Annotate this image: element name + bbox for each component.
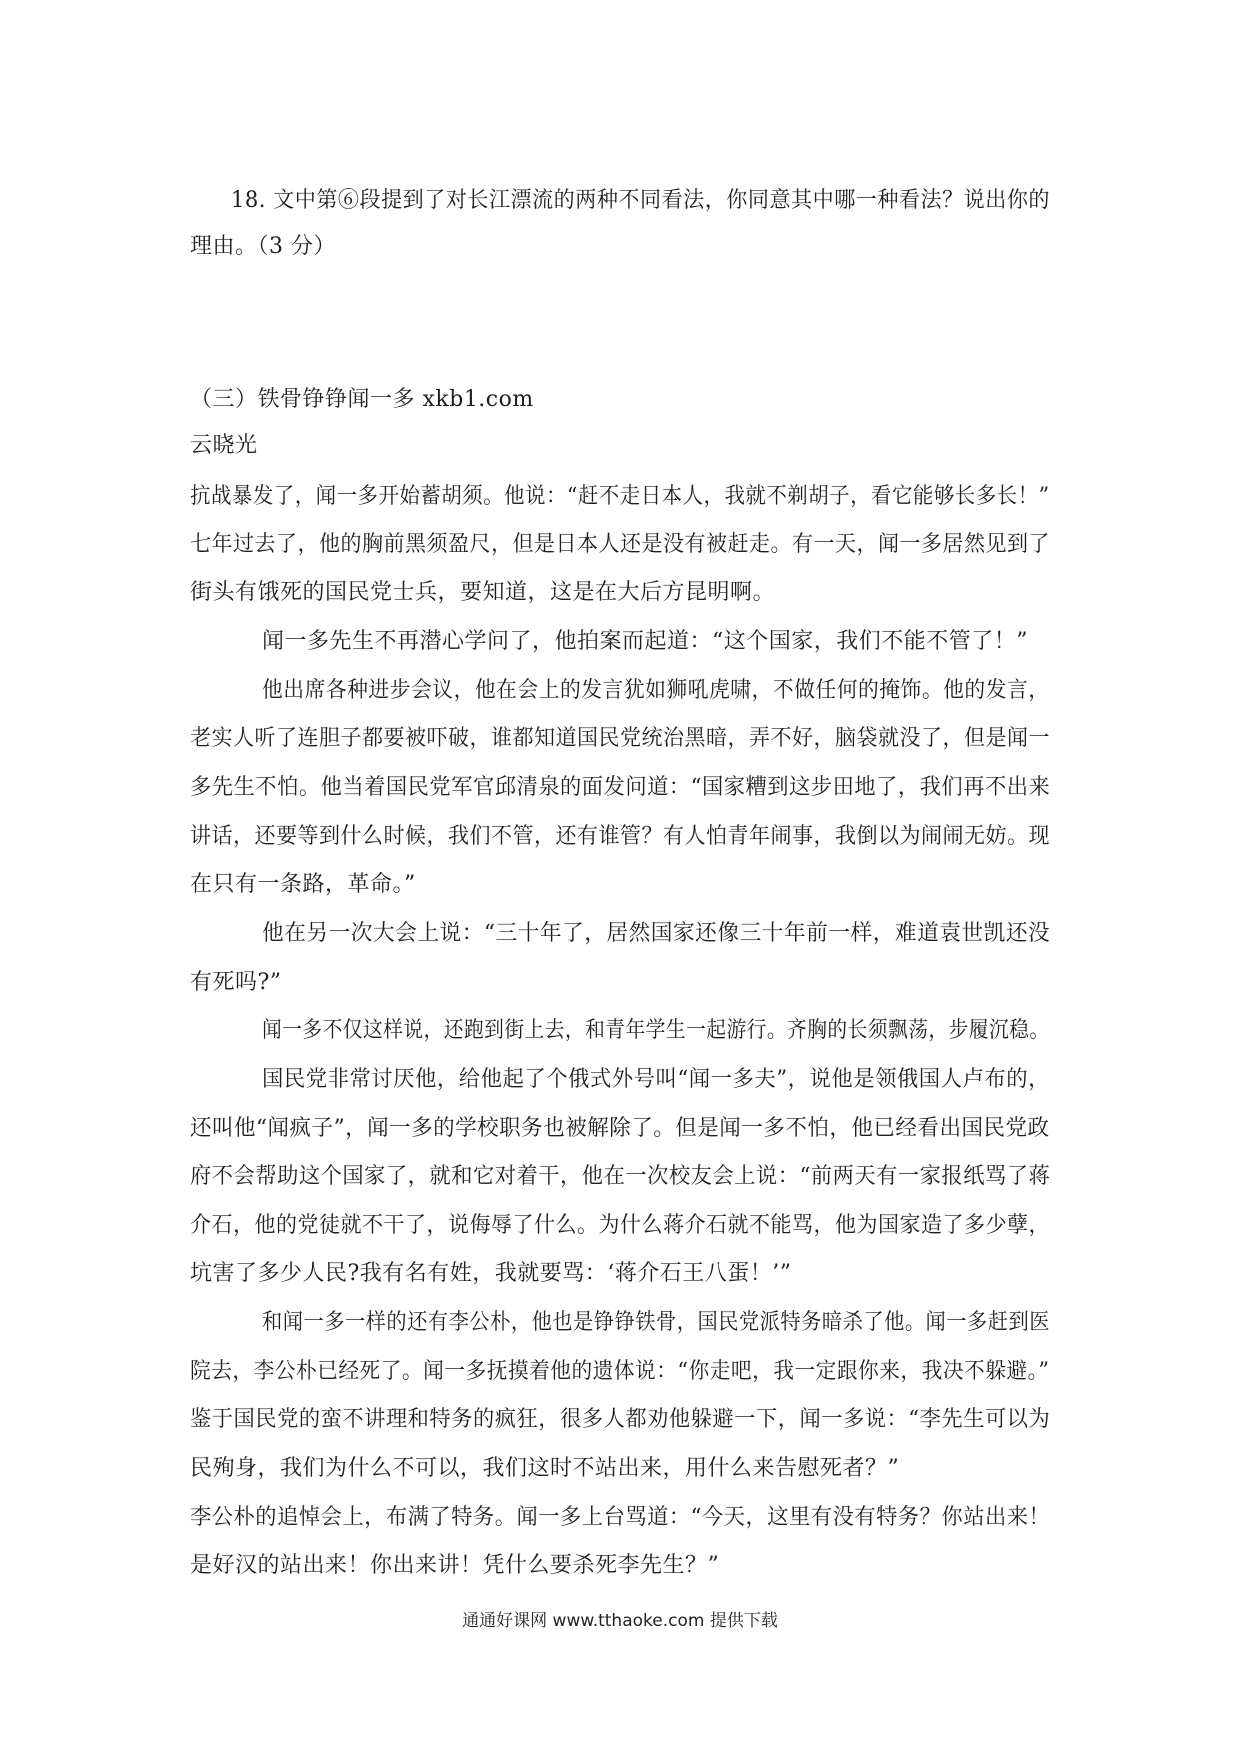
article-line: 还叫他“闻疯子”，闻一多的学校职务也被解除了。但是闻一多不怕，他已经看出国民党政 — [190, 1116, 1050, 1141]
article-line: 七年过去了，他的胸前黑须盈尺，但是日本人还是没有被赶走。有一天，闻一多居然见到了 — [190, 532, 1051, 557]
article-line: 介石，他的党徒就不干了，说侮辱了什么。为什么蒋介石就不能骂，他为国家造了多少孽， — [190, 1213, 1051, 1238]
question-line-1: 18. 文中第⑥段提到了对长江漂流的两种不同看法，你同意其中哪一种看法？说出你的 — [231, 188, 1050, 213]
article-heading: （三）铁骨铮铮闻一多 xkb1.com — [190, 387, 534, 412]
article-author: 云晓光 — [190, 433, 258, 458]
article-line: 抗战暴发了，闻一多开始蓄胡须。他说：“赶不走日本人，我就不剃胡子，看它能够长多长！” — [190, 484, 1050, 509]
article-line: 街头有饿死的国民党士兵，要知道，这是在大后方昆明啊。 — [190, 580, 776, 605]
article-line: 民殉身，我们为什么不可以，我们这时不站出来，用什么来告慰死者？” — [190, 1456, 900, 1481]
question-line-2: 理由。（3 分） — [190, 234, 336, 259]
article-line: 和闻一多一样的还有李公朴，他也是铮铮铁骨，国民党派特务暗杀了他。闻一多赶到医 — [262, 1310, 1050, 1335]
article-line: 鉴于国民党的蛮不讲理和特务的疯狂，很多人都劝他躲避一下，闻一多说：“李先生可以为 — [190, 1407, 1051, 1432]
article-line: 是好汉的站出来！你出来讲！凭什么要杀死李先生？” — [190, 1553, 720, 1578]
article-line: 他在另一次大会上说：“三十年了，居然国家还像三十年前一样，难道袁世凯还没 — [262, 921, 1051, 946]
article-line: 李公朴的追悼会上，布满了特务。闻一多上台骂道：“今天，这里有没有特务？你站出来！ — [190, 1505, 1051, 1530]
article-line: 有死吗?” — [190, 970, 282, 995]
article-line: 坑害了多少人民?我有名有姓，我就要骂：‘蒋介石王八蛋！’” — [190, 1261, 792, 1286]
article-line: 闻一多先生不再潜心学问了，他拍案而起道：“这个国家，我们不能不管了！” — [262, 629, 1028, 654]
article-line: 闻一多不仅这样说，还跑到街上去，和青年学生一起游行。齐胸的长须飘荡，步履沉稳。 — [262, 1018, 1050, 1043]
article-line: 在只有一条路，革命。” — [190, 872, 416, 897]
article-line: 老实人听了连胆子都要被吓破，谁都知道国民党统治黑暗，弄不好，脑袋就没了，但是闻一 — [190, 726, 1051, 751]
article-line: 他出席各种进步会议，他在会上的发言犹如狮吼虎啸，不做任何的掩饰。他的发言， — [262, 678, 1050, 703]
article-line: 讲话，还要等到什么时候，我们不管，还有谁管？有人怕青年闹事，我倒以为闹闹无妨。现 — [190, 824, 1051, 849]
footer-watermark-text: 通通好课网 www.tthaoke.com 提供下载 — [462, 1611, 778, 1631]
article-line: 国民党非常讨厌他，给他起了个俄式外号叫“闻一多夫”，说他是领俄国人卢布的， — [262, 1067, 1050, 1092]
article-line: 多先生不怕。他当着国民党军官邱清泉的面发问道：“国家糟到这步田地了，我们再不出来 — [190, 775, 1051, 800]
article-line: 府不会帮助这个国家了，就和它对着干，他在一次校友会上说：“前两天有一家报纸骂了蒋 — [190, 1164, 1051, 1189]
article-line: 院去，李公朴已经死了。闻一多抚摸着他的遗体说：“你走吧，我一定跟你来，我决不躲避。” — [190, 1359, 1050, 1384]
